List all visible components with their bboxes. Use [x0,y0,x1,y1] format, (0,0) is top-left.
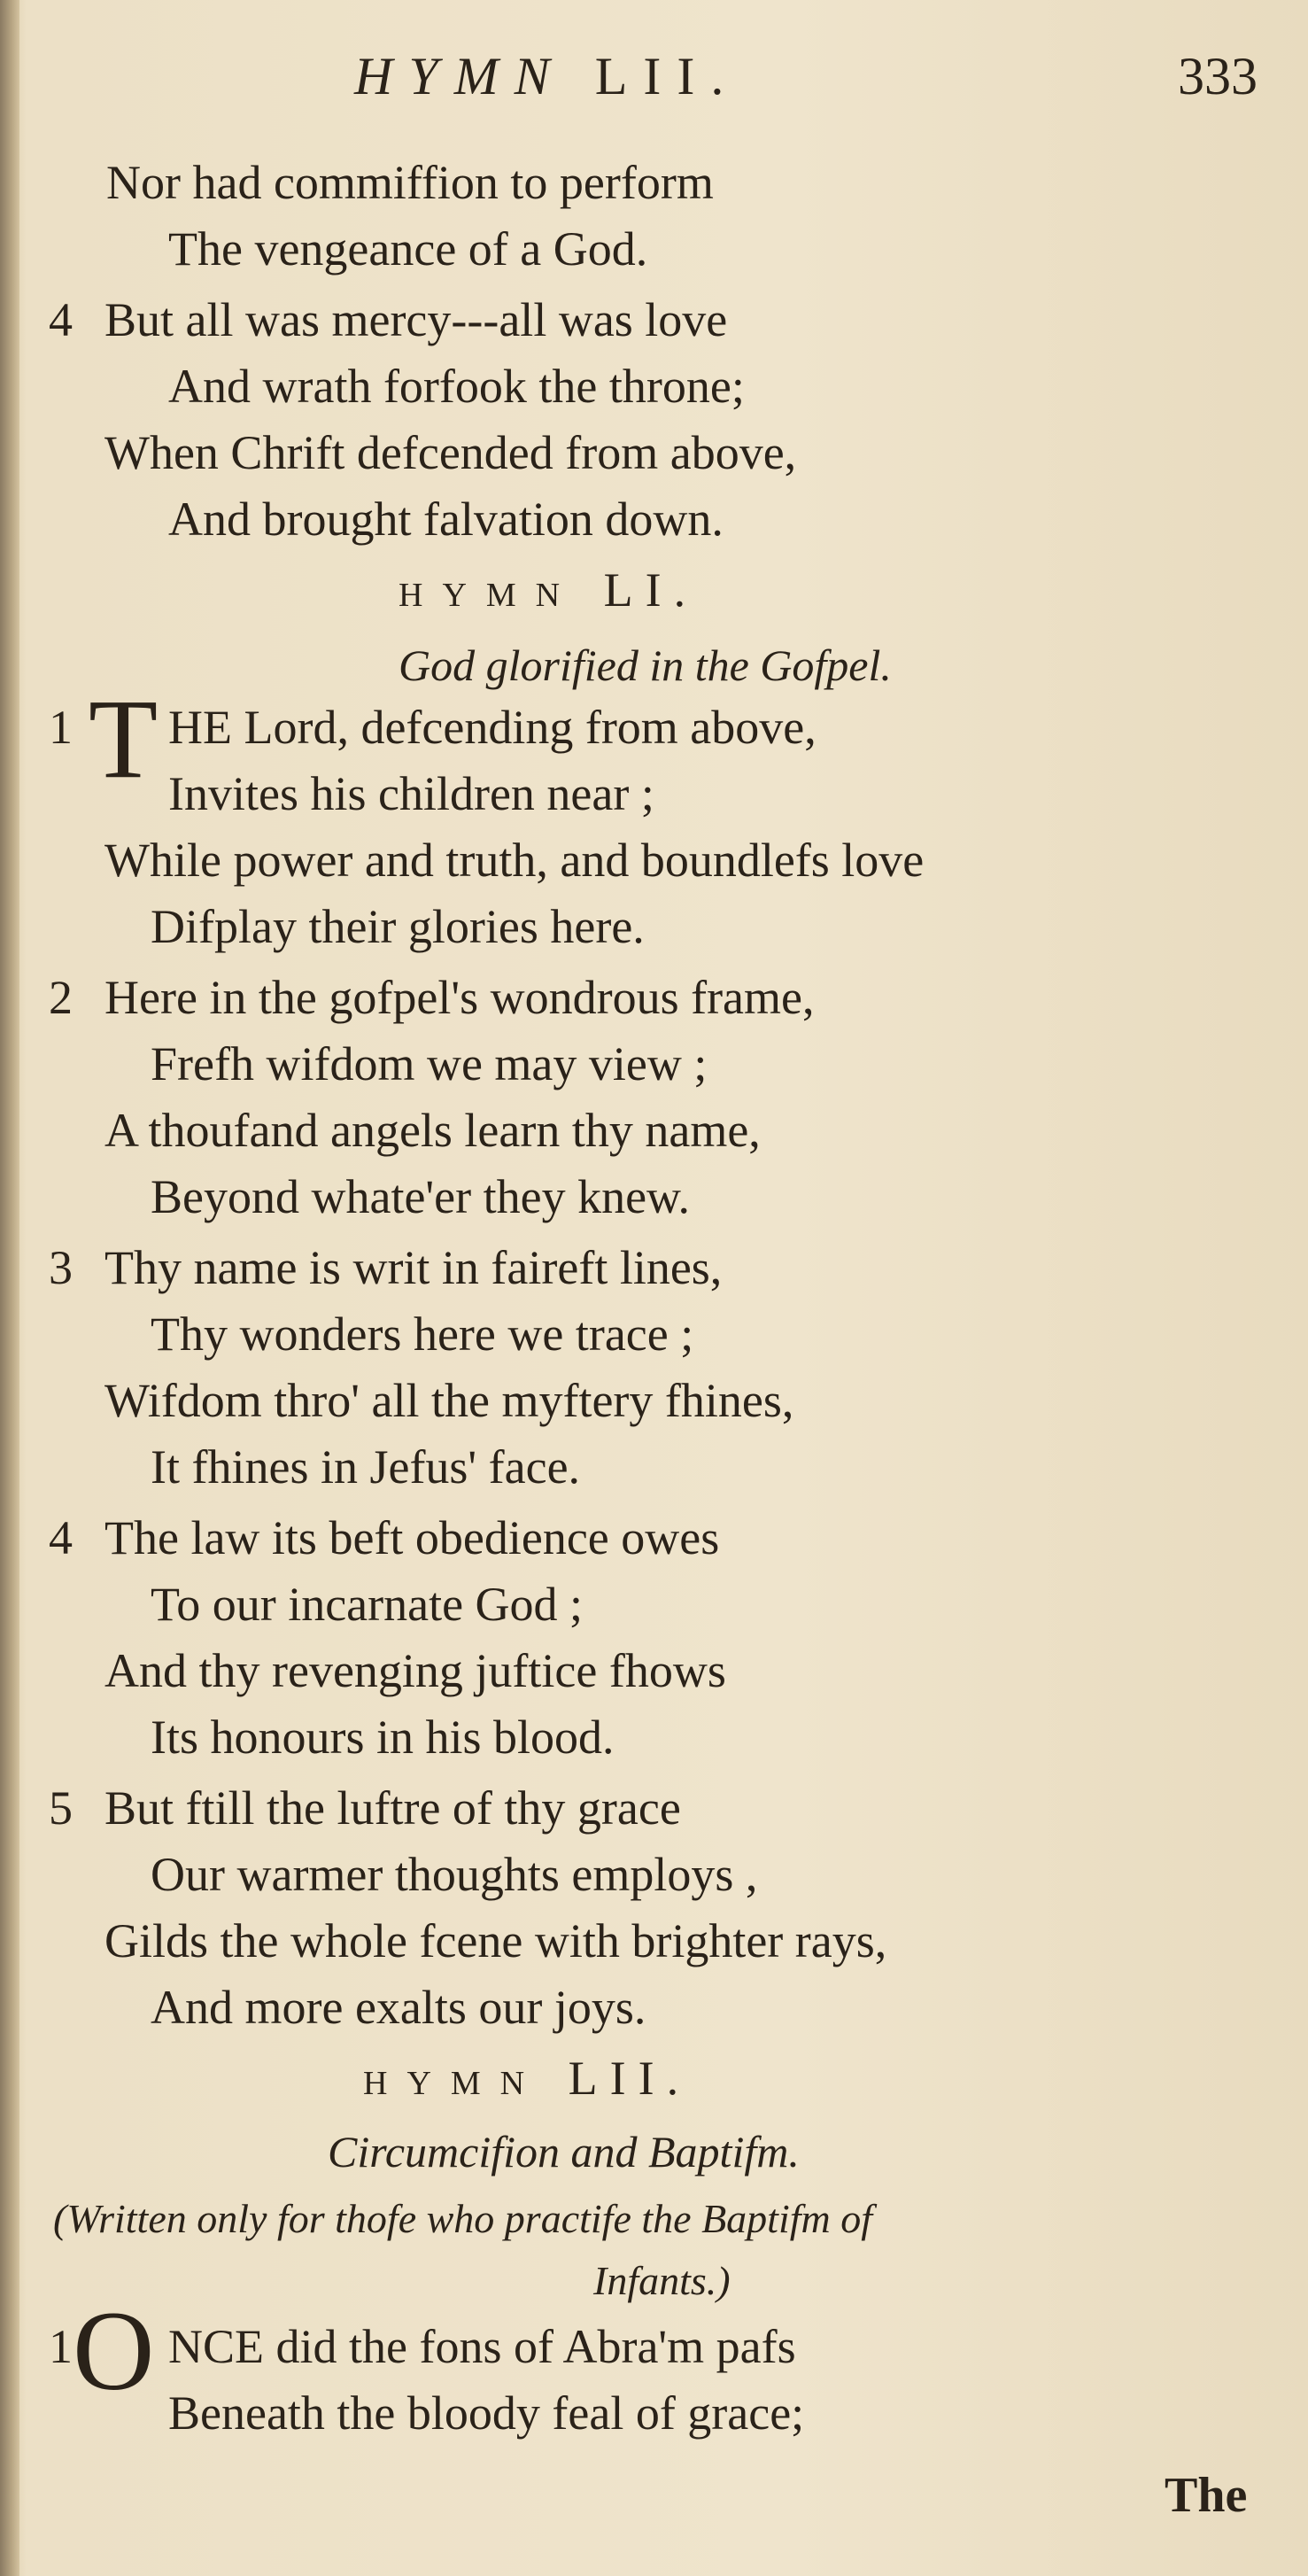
verse-line: The vengeance of a God. [168,222,648,275]
hymn-heading-numeral: LII. [568,2052,692,2105]
drop-cap: O [73,2288,155,2414]
hymn-subtitle: God glorified in the Gofpel. [399,640,892,690]
verse-line: Thy wonders here we trace ; [151,1307,694,1361]
stanza-number: 1 [49,2320,73,2373]
stanza-number: 1 [49,701,73,754]
verse-line: But all was mercy---all was love [104,293,728,346]
hymn-heading-word: HYMN [399,577,580,614]
verse-line: Difplay their glories here. [151,900,645,953]
verse-line: And more exalts our joys. [151,1981,646,2034]
running-title-word: HYMN [354,47,566,105]
verse-line: And thy revenging juftice fhows [104,1644,726,1697]
running-title [354,46,739,107]
verse-line: Wifdom thro' all the myftery fhines, [104,1374,794,1427]
verse-line: HE Lord, defcending from above, [168,701,817,754]
verse-line: But ftill the luftre of thy grace [104,1781,681,1835]
verse-line: NCE did the fons of Abra'm pafs [168,2320,796,2373]
running-title-numeral: LII. [594,47,740,105]
drop-cap: T [89,676,159,802]
verse-line: Beyond whate'er they knew. [151,1170,691,1223]
verse-line: Frefh wifdom we may view ; [151,1037,708,1090]
verse-line: When Chrift defcended from above, [104,426,797,479]
page-number: 333 [1178,47,1258,105]
verse-line: Thy name is writ in faireft lines, [104,1241,723,1294]
verse-line: And wrath forfook the throne; [168,360,745,413]
stanza-number: 4 [49,1511,73,1564]
verse-line: It fhines in Jefus' face. [151,1440,581,1494]
hymn-heading [363,2051,691,2106]
hymn-heading-numeral: LI. [603,563,699,617]
verse-line: Gilds the whole fcene with brighter rays, [104,1914,887,1967]
page-header [0,46,1308,117]
verse-line: Nor had commiffion to perform [106,156,714,209]
hymn-note: Infants.) [593,2258,731,2303]
verse-line: While power and truth, and boundlefs love [104,834,925,887]
stanza-number: 3 [49,1241,73,1294]
verse-line: Invites his children near ; [168,767,654,820]
hymn-note: (Written only for thofe who practife the Baptifm of [53,2196,873,2241]
catchword: The [1165,2468,1248,2523]
verse-line: Our warmer thoughts employs , [151,1848,758,1901]
verse-line: To our incarnate God ; [151,1578,584,1631]
hymn-subtitle: Circumcifion and Baptifm. [328,2127,800,2176]
stanza-number: 2 [49,971,73,1024]
verse-line: And brought falvation down. [168,493,724,546]
stanza-number: 4 [49,293,73,346]
verse-line: Beneath the bloody feal of grace; [168,2386,805,2440]
stanza-number: 5 [49,1781,73,1835]
verse-line: Its honours in his blood. [151,1711,615,1764]
verse-line: Here in the gofpel's wondrous frame, [104,971,815,1024]
hymn-heading-word: HYMN [363,2065,545,2102]
verse-line: The law its beft obedience owes [104,1511,720,1564]
verse-line: A thoufand angels learn thy name, [104,1104,761,1157]
hymn-heading [399,563,698,617]
page-binding-edge [0,0,19,2576]
